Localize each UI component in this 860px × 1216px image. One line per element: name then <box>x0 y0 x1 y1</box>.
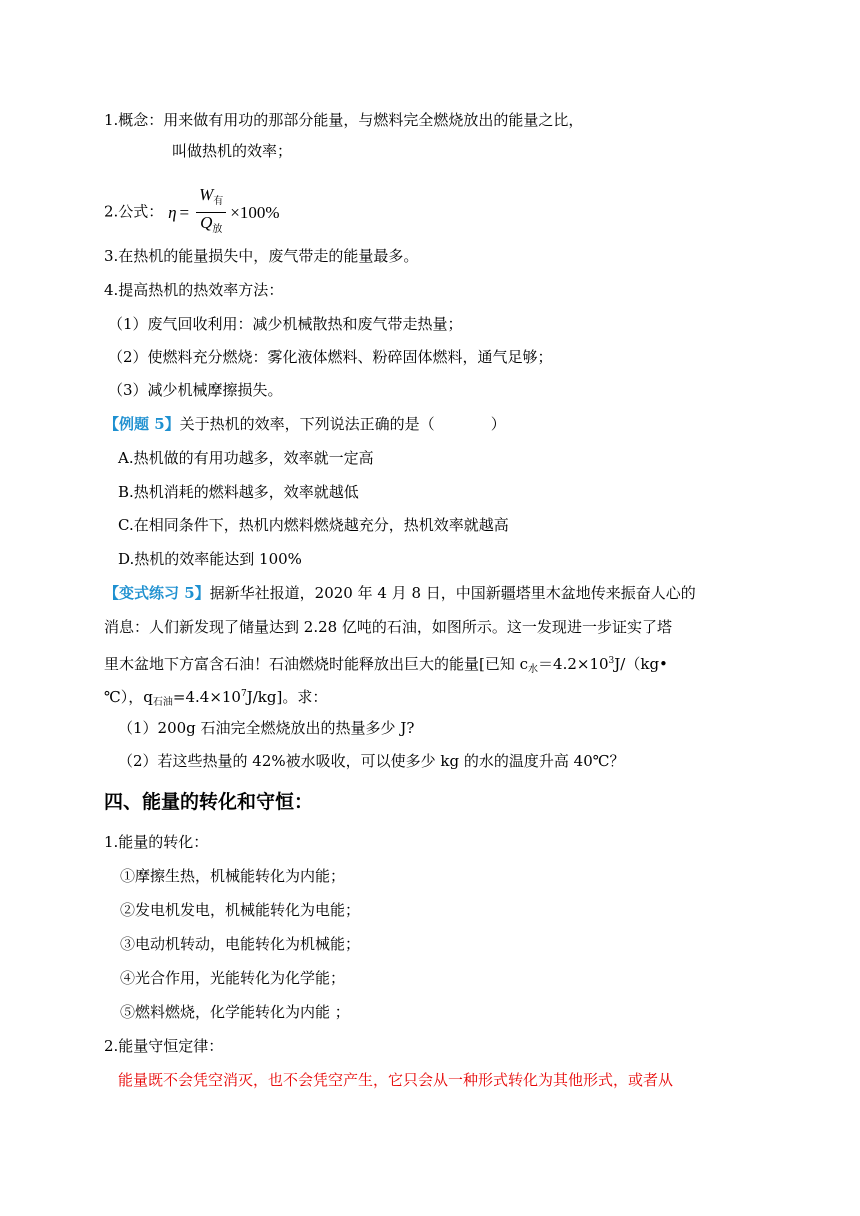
variant5-text-4a: ℃），q <box>104 688 153 706</box>
example5-option-d: D.热机的效率能达到 100% <box>118 550 302 568</box>
variant5-line-2: 消息：人们新发现了储量达到 2.28 亿吨的石油，如图所示。这一发现进一步证实了塔 <box>104 618 672 636</box>
section4-heading: 四、能量的转化和守恒： <box>104 791 314 813</box>
formula-denominator: Q <box>200 213 213 232</box>
example5-option-a: A.热机做的有用功越多，效率就一定高 <box>118 449 374 467</box>
formula-equals: = <box>179 202 190 222</box>
variant5-sup-3: 3 <box>608 656 615 666</box>
variant5-sup-7: 7 <box>240 689 247 699</box>
variant5-line-3 <box>104 651 668 680</box>
variant5-text-3c: J/（kg• <box>614 655 668 673</box>
example5-close: ） <box>490 415 506 433</box>
variant5-text-4b: =4.4×10 <box>172 688 241 706</box>
formula-fraction <box>196 186 226 239</box>
variant5-line-4 <box>104 684 327 713</box>
formula-label: 2.公式： <box>104 202 164 221</box>
conversion-item-3: ③电动机转动，电能转化为机械能； <box>120 935 361 953</box>
variant5-sub-water: 水 <box>528 664 539 675</box>
conversion-item-2: ②发电机发电，机械能转化为电能； <box>120 901 361 919</box>
line-concept-2: 叫做热机的效率； <box>172 142 293 160</box>
variant5-text-3b: ＝4.2×10 <box>538 655 609 673</box>
conversion-item-5: ⑤燃料燃烧，化学能转化为内能 ； <box>120 1003 350 1021</box>
variant5-text-3a: 里木盆地下方富含石油！石油燃烧时能释放出巨大的能量[已知 c <box>104 655 529 673</box>
formula-denominator-sub: 放 <box>212 224 223 235</box>
variant5-tag: 【变式练习 5】 <box>104 584 210 602</box>
conversion-item-4: ④光合作用，光能转化为化学能； <box>120 969 346 987</box>
efficiency-formula <box>168 186 279 239</box>
variant5-sub-oil: 石油 <box>152 697 173 708</box>
example5-option-b: B.热机消耗的燃料越多，效率就越低 <box>118 483 359 501</box>
formula-times: ×100% <box>230 202 280 222</box>
variant5-question-1: （1）200g 石油完全燃烧放出的热量多少 J? <box>118 719 415 737</box>
variant5-line-1 <box>104 583 696 603</box>
variant5-text-4c: J/kg]。求： <box>246 688 328 706</box>
formula-eta: η <box>168 202 177 222</box>
method-item-3: （3）减少机械摩擦损失。 <box>108 381 283 399</box>
variant5-text-1: 据新华社报道，2020 年 4 月 8 日，中国新疆塔里木盆地传来振奋人心的 <box>209 584 696 602</box>
line-formula <box>104 186 280 239</box>
variant5-question-2: （2）若这些热量的 42%被水吸收，可以使多少 kg 的水的温度升高 40℃？ <box>118 752 625 770</box>
law-text: 能量既不会凭空消灭，也不会凭空产生，它只会从一种形式转化为其他形式，或者从 <box>118 1071 674 1089</box>
conversion-item-1: ①摩擦生热，机械能转化为内能； <box>120 867 346 885</box>
example5-option-c: C.在相同条件下，热机内燃料燃烧越充分，热机效率就越高 <box>118 516 509 534</box>
line-loss: 3.在热机的能量损失中，废气带走的能量最多。 <box>104 247 419 265</box>
example5-tag: 【例题 5】 <box>104 415 180 433</box>
formula-numerator-sub: 有 <box>213 196 224 207</box>
method-item-2: （2）使燃料充分燃烧：雾化液体燃料、粉碎固体燃料，通气足够； <box>108 348 553 366</box>
line-concept-1: 1.概念：用来做有用功的那部分能量，与燃料完全燃烧放出的能量之比， <box>104 111 584 129</box>
formula-numerator: W <box>199 185 214 204</box>
method-item-1: （1）废气回收利用：减少机械散热和废气带走热量； <box>108 315 463 333</box>
conversion-title: 1.能量的转化： <box>104 833 209 851</box>
example5-text: 关于热机的效率，下列说法正确的是（ <box>179 415 435 433</box>
example5-question <box>104 414 506 434</box>
law-title: 2.能量守恒定律： <box>104 1037 224 1055</box>
line-methods-title: 4.提高热机的热效率方法： <box>104 281 284 299</box>
